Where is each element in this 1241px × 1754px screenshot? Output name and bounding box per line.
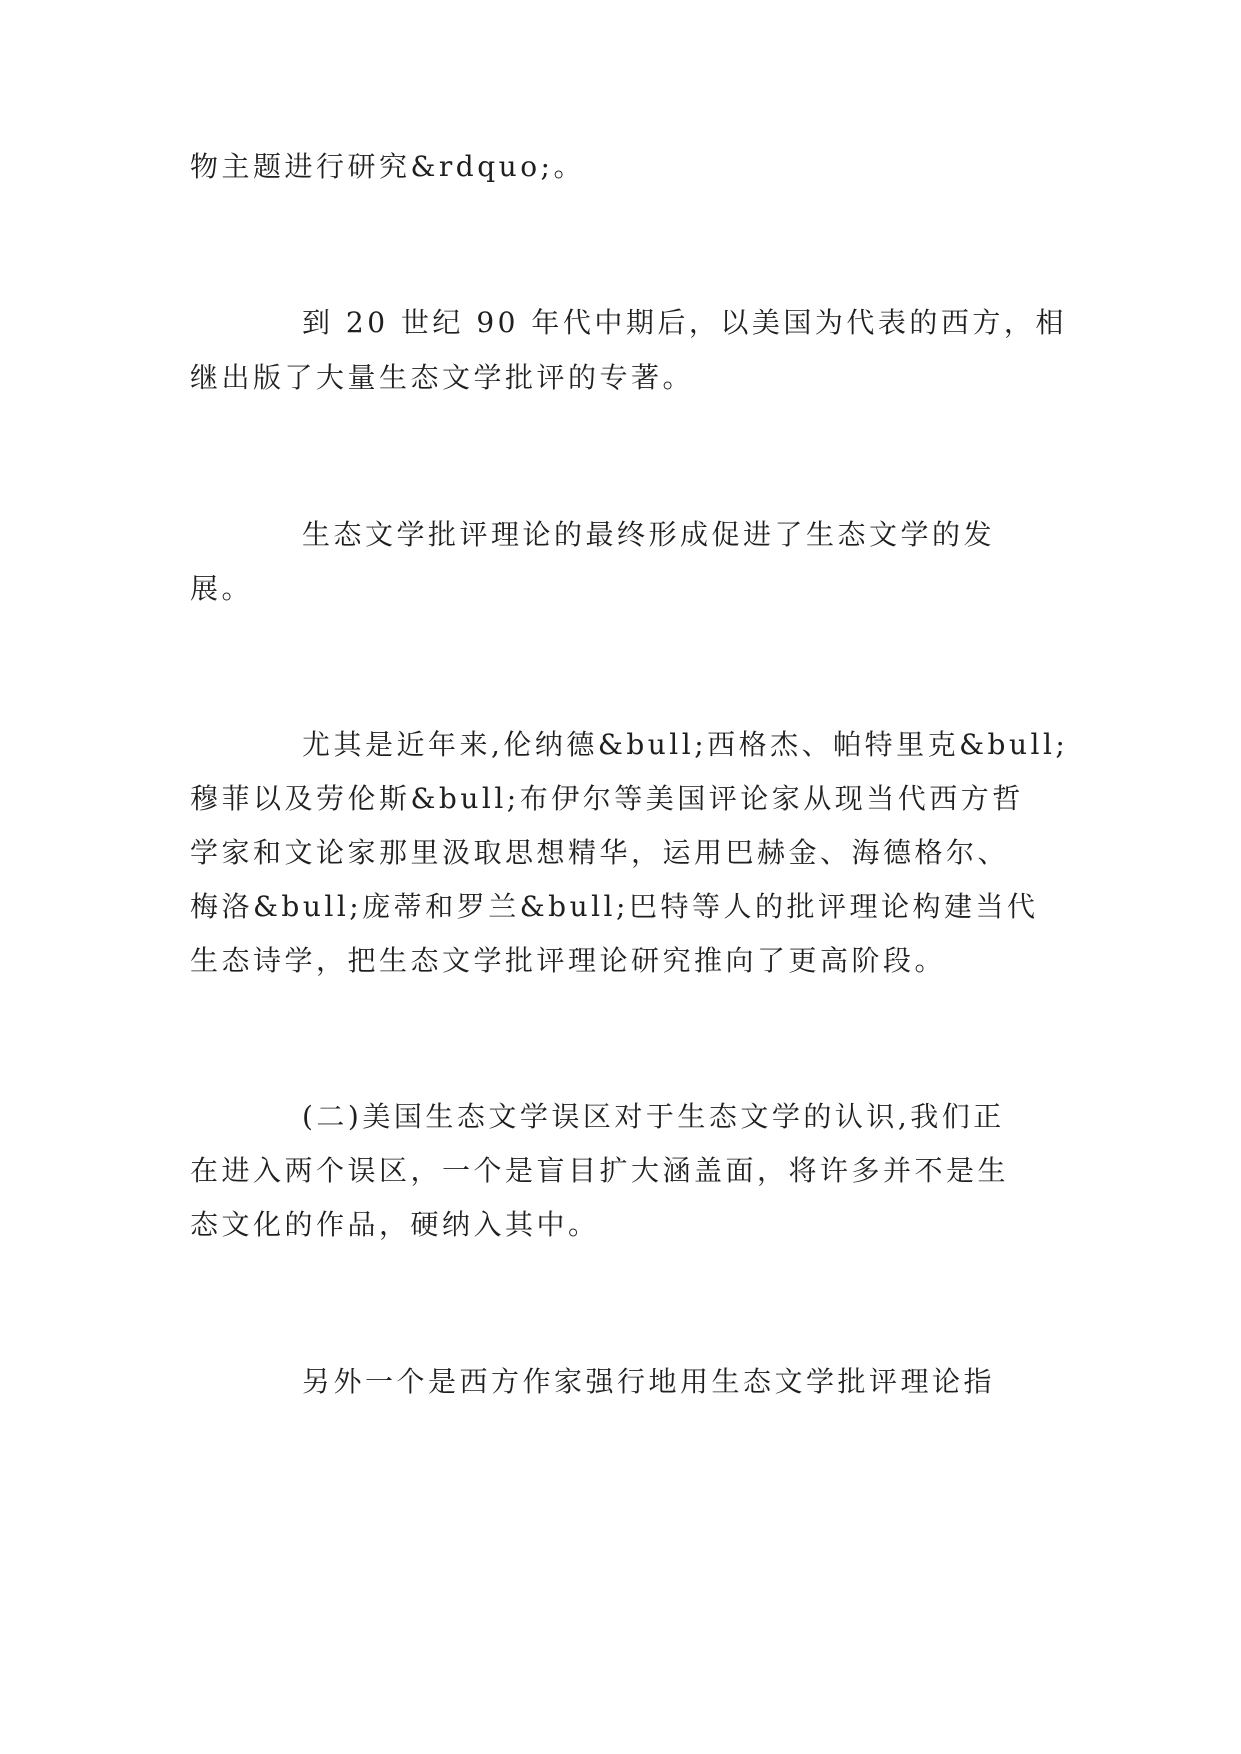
- paragraph-3-line-1: 生态文学批评理论的最终形成促进了生态文学的发: [302, 518, 996, 551]
- paragraph-5-line-1: (二)美国生态文学误区对于生态文学的认识,我们正: [302, 1100, 1005, 1133]
- paragraph-4-line-2: 穆菲以及劳伦斯&bull;布伊尔等美国评论家从现当代西方哲: [190, 782, 1024, 815]
- paragraph-1-line-1: 物主题进行研究&rdquo;。: [190, 150, 585, 183]
- paragraph-5-line-2: 在进入两个误区，一个是盲目扩大涵盖面，将许多并不是生: [190, 1154, 1010, 1187]
- paragraph-4-line-5: 生态诗学，把生态文学批评理论研究推向了更高阶段。: [190, 944, 947, 977]
- paragraph-5-line-3: 态文化的作品，硬纳入其中。: [190, 1208, 600, 1241]
- paragraph-4-line-4: 梅洛&bull;庞蒂和罗兰&bull;巴特等人的批评理论构建当代: [190, 890, 1039, 923]
- paragraph-4-line-1: 尤其是近年来,伦纳德&bull;西格杰、帕特里克&bull;: [302, 728, 1069, 761]
- paragraph-2-line-2: 继出版了大量生态文学批评的专著。: [190, 361, 695, 394]
- paragraph-4-line-3: 学家和文论家那里汲取思想精华，运用巴赫金、海德格尔、: [190, 836, 1010, 869]
- paragraph-3-line-2: 展。: [190, 572, 254, 605]
- paragraph-2-line-1: 到 20 世纪 90 年代中期后，以美国为代表的西方，相: [302, 306, 1067, 339]
- paragraph-6-line-1: 另外一个是西方作家强行地用生态文学批评理论指: [302, 1365, 996, 1398]
